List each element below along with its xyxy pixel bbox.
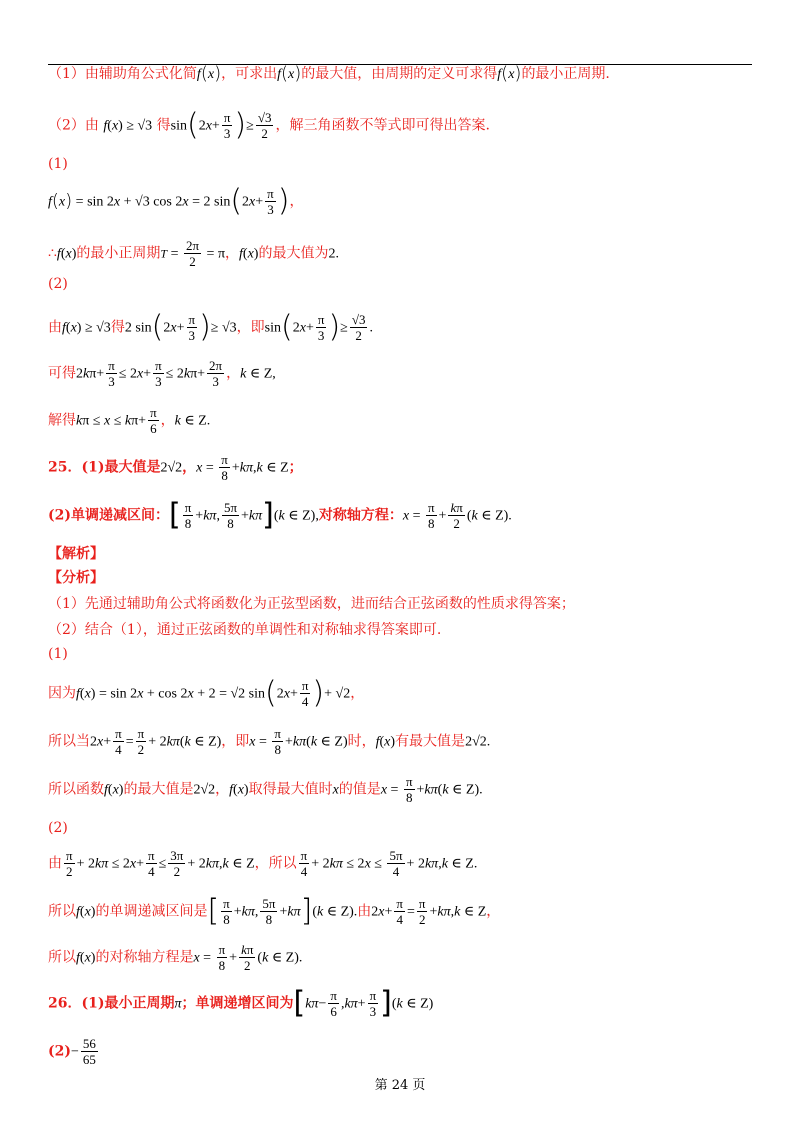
- text: 2.: [328, 246, 339, 262]
- math-fx: f: [196, 67, 201, 82]
- q25-part1-label: (1): [48, 646, 68, 662]
- text: 的最小正周期.: [521, 66, 610, 82]
- q25-jiexi: 【解析】: [48, 546, 104, 562]
- q25-dc: 所以f(x)的对称轴方程是x = $\frac{\pi}{8}$ + $\frac{k\pi}{2}$ (k ∈ Z).: [48, 942, 303, 973]
- text: 的最小正周期: [76, 245, 161, 262]
- text: ，解三角函数不等式即可得出答案.: [275, 117, 490, 134]
- text: (2): [48, 1043, 71, 1060]
- text: （2）由: [48, 117, 99, 134]
- text: ∴: [48, 245, 57, 262]
- text: 的最大值，由周期的定义可求得: [301, 66, 498, 82]
- text: 由: [48, 855, 62, 872]
- text: ，: [225, 245, 240, 262]
- text: ；: [288, 459, 303, 476]
- q25-suoyidang: 所以当2x+ $\frac{\pi}{4}$ = $\frac{\pi}{2}$ + 2kπ(k ∈ Z)，即x = $\frac{\pi}{8}$ +kπ(k ∈ Z)时，f(x)有最大值是2√2.: [48, 726, 491, 757]
- text: ，即: [221, 733, 250, 750]
- sol24-part1-label: (1): [48, 156, 68, 172]
- page-number: 第 24 页: [374, 1078, 426, 1093]
- text: 26．(1)最小正周期: [48, 995, 175, 1012]
- text: 的单调递减区间是: [95, 903, 208, 920]
- sol24-you: 由f(x) ≥ √3得2 sin(2x+ $\frac{\pi}{3}$ )≥ √3，即sin(2x+ $\frac{\pi}{3}$ )≥ $\frac{√3}{2}$ .: [48, 309, 373, 345]
- text: 的值是: [338, 781, 381, 798]
- q25-hanshu: 所以函数f(x)的最大值是2√2，f(x)取得最大值时x的值是x = $\frac{\pi}{8}$ +kπ(k ∈ Z).: [48, 774, 483, 805]
- text: 所以: [48, 949, 76, 966]
- analysis-line-1: （1）由辅助角公式化简f(x)，可求出f(x)的最大值，由周期的定义可求得f(x)的最小正周期.: [48, 63, 610, 84]
- text: ，即: [236, 319, 265, 336]
- q25-line2: (2)单调递减区间：[ $\frac{\pi}{8}$ +kπ, $\frac{5\pi}{8}$ +kπ](k ∈ Z),对称轴方程：x = $\frac{\pi}{8}$ + $\frac{k\pi}{2}$ (k ∈ Z).: [48, 497, 512, 533]
- sol24-therefore: ∴f(x)的最小正周期T = $\frac{2\pi}{2}$ = π，f(x)的最大值为2.: [48, 238, 339, 269]
- sol24-eq1: f(x) = sin 2x + √3 cos 2x = 2 sin(2x+ $\frac{\pi}{3}$ )，: [48, 183, 304, 219]
- text: ；单调递增区间为: [181, 995, 294, 1012]
- text: 对称轴方程：: [318, 507, 403, 524]
- sol24-part2-label: (2): [48, 276, 68, 292]
- text: 取得最大值时: [248, 781, 333, 798]
- text: 的最大值为: [258, 245, 329, 262]
- text: 所以: [48, 903, 76, 920]
- text: ，: [182, 459, 197, 476]
- text: 时，: [347, 733, 376, 750]
- text: ，: [215, 781, 230, 798]
- text: 25．(1)最大值是: [48, 459, 161, 476]
- q25-you: 由 $\frac{\pi}{2}$ + 2kπ ≤ 2x+ $\frac{\pi}{4}$ ≤ $\frac{3\pi}{2}$ + 2kπ,k ∈ Z，所以 $\frac{\pi}{4}$ + 2kπ ≤ 2x ≤ $\frac{5\pi}{4}$ + 2kπ,k ∈ Z.: [48, 848, 478, 879]
- q25-part2-label: (2): [48, 820, 68, 836]
- text: 因为: [48, 685, 76, 702]
- q25-dj: 所以f(x)的单调递减区间是[ $\frac{\pi}{8}$ +kπ, $\frac{5\pi}{8}$ +kπ](k ∈ Z).由2x+ $\frac{\pi}{4}$ = $\frac{\pi}{2}$ +kπ,k ∈ Z，: [48, 893, 501, 929]
- text: 所以当: [48, 733, 90, 750]
- text: （1）由辅助角公式化简: [48, 66, 197, 82]
- text: 由: [357, 903, 372, 920]
- text: 可得: [48, 365, 76, 382]
- text: ，所以: [254, 855, 297, 872]
- text: 所以函数: [48, 781, 104, 798]
- q26-part2: (2)− $\frac{56}{65}$: [48, 1036, 96, 1067]
- text: 得: [156, 117, 171, 134]
- text: ，可求出: [221, 66, 278, 82]
- sol24-jiede: 解得kπ ≤ x ≤ kπ+ $\frac{\pi}{6}$ ，k ∈ Z.: [48, 405, 211, 436]
- sol24-kede: 可得2kπ+ $\frac{\pi}{3}$ ≤ 2x+ $\frac{\pi}{3}$ ≤ 2kπ+ $\frac{2\pi}{3}$ ，k ∈ Z,: [48, 358, 276, 389]
- text: 解得: [48, 412, 76, 429]
- q26-head: 26．(1)最小正周期π；单调递增区间为[kπ− $\frac{\pi}{6}$ ,kπ+ $\frac{\pi}{3}$ ](k ∈ Z): [48, 985, 434, 1021]
- text: (2)单调递减区间：: [48, 507, 169, 524]
- text: 的最大值是: [123, 781, 194, 798]
- q25-fenxi-1: （1）先通过辅助角公式将函数化为正弦型函数，进而结合正弦函数的性质求得答案；: [48, 596, 575, 612]
- text: 有最大值是: [395, 733, 466, 750]
- text: 的对称轴方程是: [95, 949, 194, 966]
- q25-fenxi-2: （2）结合（1），通过正弦函数的单调性和对称轴求得答案即可.: [48, 622, 442, 638]
- text: 由: [48, 319, 62, 336]
- q25-fenxi: 【分析】: [48, 570, 104, 586]
- q25-head: 25．(1)最大值是2√2，x = $\frac{\pi}{8}$ +kπ,k ∈ Z；: [48, 452, 303, 483]
- q25-yinwei: 因为f(x) = sin 2x + cos 2x + 2 = √2 sin(2x+ $\frac{\pi}{4}$ )+ √2，: [48, 675, 365, 711]
- analysis-line-2: （2）由 f(x) ≥ √3 得sin(2x+ $\frac{\pi}{3}$ )≥ $\frac{√3}{2}$ ，解三角函数不等式即可得出答案.: [48, 107, 490, 143]
- text: 得: [110, 319, 125, 336]
